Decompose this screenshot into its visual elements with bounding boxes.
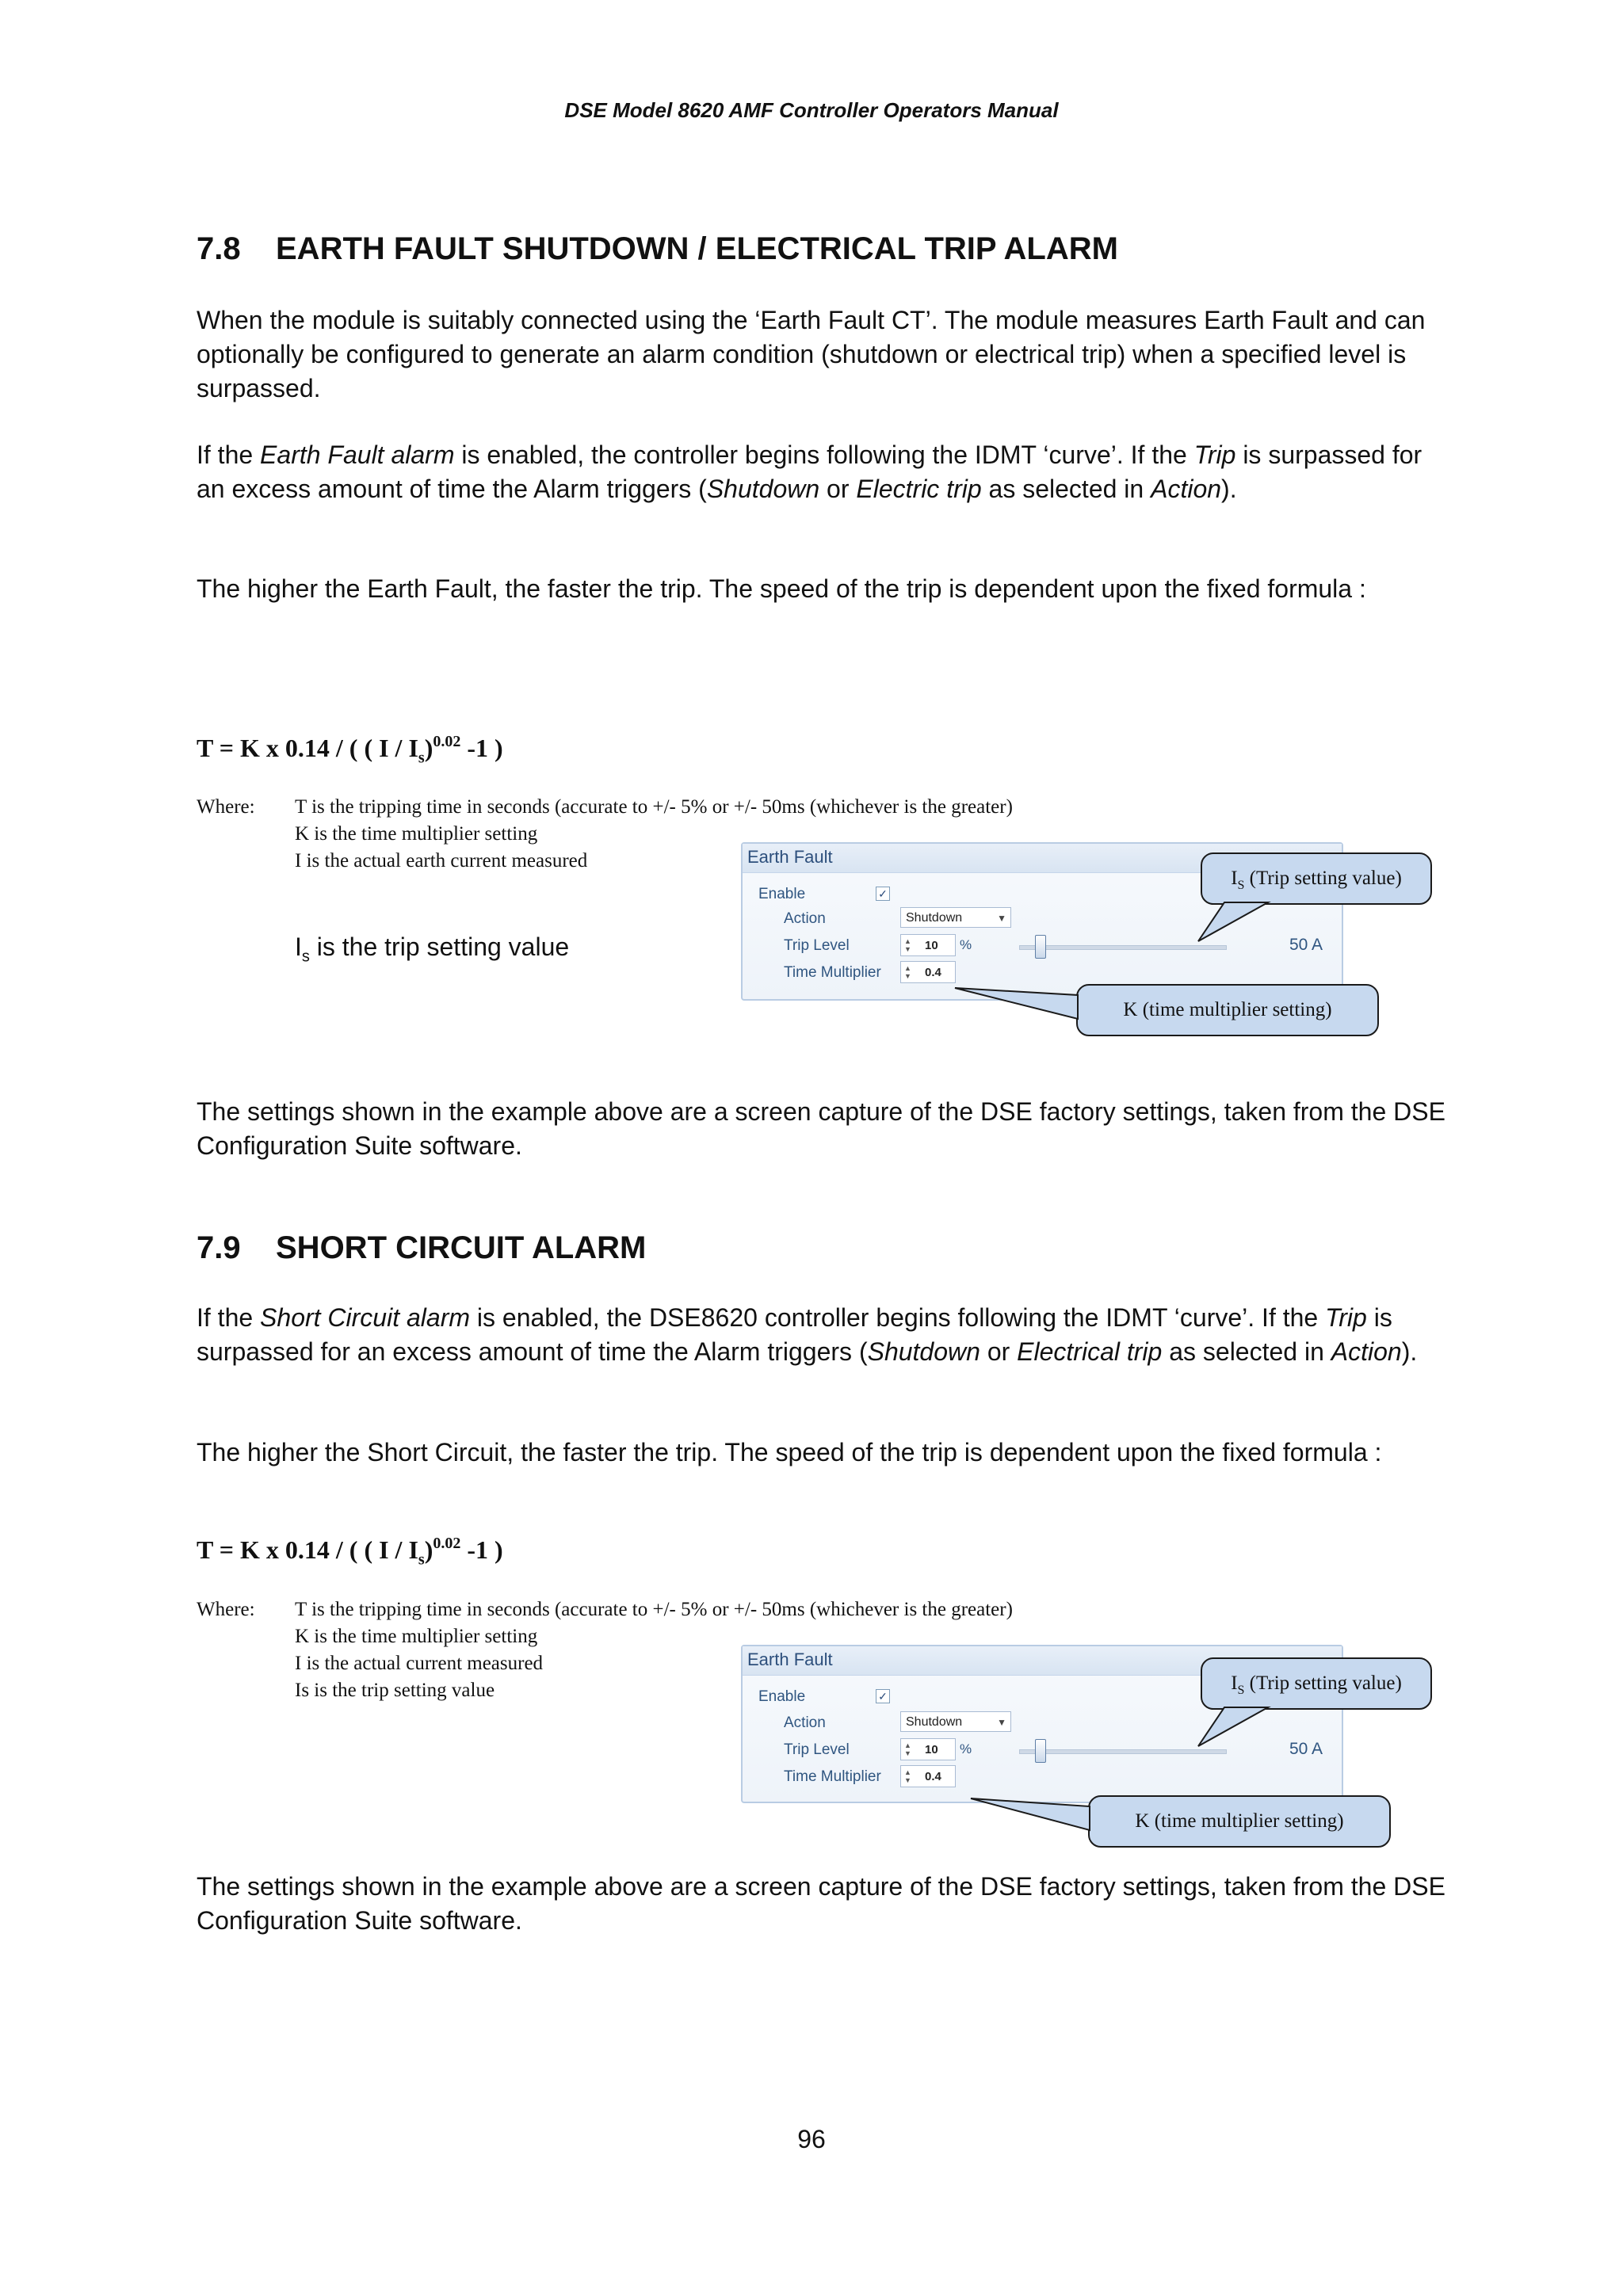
paragraph: When the module is suitably connected using the ‘Earth Fault CT’. The module measures Earth Fault and can optionally be configured to generate an alarm condition (shutdown or electrical trip) when a specified level is surpassed. — [197, 306, 1426, 402]
trip-level-label: Trip Level — [784, 937, 850, 954]
action-label: Action — [784, 910, 826, 927]
definition-line: K is the time multiplier setting — [295, 823, 538, 845]
trip-level-stepper[interactable]: ▲ ▼ 10 — [900, 1738, 956, 1760]
enable-label: Enable — [758, 1688, 806, 1705]
idmt-formula: T = K x 0.14 / ( ( I / $I_s)^{0.02}$ -1 ) — [197, 1535, 503, 1569]
definition-line: I is the actual current measured — [295, 1653, 544, 1674]
time-multiplier-stepper[interactable]: ▲ ▼ 0.4 — [900, 1765, 956, 1787]
idmt-formula: T = K x 0.14 / ( ( I / $I_s)^{0.02}$ -1 ) — [197, 733, 503, 767]
enable-label: Enable — [758, 886, 806, 902]
trip-level-unit: % — [960, 1741, 972, 1756]
section-heading-7-8 — [197, 231, 1118, 267]
section-number: 7.9 — [197, 1230, 241, 1265]
paragraph: The settings shown in the example above are a screen capture of the DSE factory settings, taken from the DSE Configuration Suite software. — [197, 1872, 1445, 1935]
spin-arrows-icon[interactable]: ▲ ▼ — [904, 964, 911, 980]
trip-level-slider-thumb[interactable] — [1035, 1739, 1046, 1763]
trip-level-unit: % — [960, 937, 972, 952]
trip-level-stepper[interactable]: ▲ ▼ 10 — [900, 934, 956, 956]
spin-arrows-icon[interactable]: ▲ ▼ — [904, 1768, 911, 1784]
definition-line: Is is the trip setting value — [295, 1680, 495, 1701]
k-callout: K (time multiplier setting) — [1088, 1795, 1391, 1848]
section-title: EARTH FAULT SHUTDOWN / ELECTRICAL TRIP ALARM — [276, 231, 1118, 266]
action-label: Action — [784, 1714, 826, 1731]
trip-level-label: Trip Level — [784, 1741, 850, 1758]
paragraph: The higher the Earth Fault, the faster the trip. The speed of the trip is dependent upon the fixed formula : — [197, 574, 1366, 603]
page-number: 96 — [797, 2125, 826, 2153]
paragraph: If the Earth Fault alarm is enabled, the controller begins following the IDMT ‘curve’. If the Trip is surpassed for an excess amount of time the Alarm triggers (Shutdown or Electric trip as selected in Action). — [197, 441, 1423, 503]
spin-arrows-icon[interactable]: ▲ ▼ — [904, 937, 911, 953]
section-number: 7.8 — [197, 231, 241, 266]
where-label: Where: — [197, 1599, 255, 1620]
is-definition: $I_s$ is the trip setting value — [295, 933, 570, 966]
section-heading-7-9 — [197, 1230, 646, 1266]
slider-readout: 50 A — [1289, 1740, 1323, 1758]
definition-line: I is the actual earth current measured — [295, 850, 588, 871]
is-callout: $I_S$ (Trip setting value) — [1201, 1657, 1432, 1710]
chevron-down-icon: ▼ — [997, 913, 1006, 924]
running-header: DSE Model 8620 AMF Controller Operators Manual — [564, 98, 1059, 122]
definition-line: T is the tripping time in seconds (accurate to +/- 5% or +/- 50ms (whichever is the greater) — [295, 1599, 1013, 1620]
panel-title: Earth Fault — [747, 847, 833, 867]
k-callout-pointer — [971, 1798, 1090, 1830]
action-dropdown[interactable]: Shutdown ▼ — [900, 1711, 1011, 1732]
trip-level-slider-track[interactable] — [1019, 1749, 1227, 1754]
trip-level-slider-track[interactable] — [1019, 945, 1227, 950]
time-multiplier-stepper[interactable]: ▲ ▼ 0.4 — [900, 961, 956, 983]
section-title: SHORT CIRCUIT ALARM — [276, 1230, 647, 1265]
enable-checkbox[interactable]: ✓ — [876, 887, 890, 901]
trip-level-slider-thumb[interactable] — [1035, 935, 1046, 959]
slider-readout: 50 A — [1289, 936, 1323, 954]
enable-checkbox[interactable]: ✓ — [876, 1689, 890, 1703]
spin-arrows-icon[interactable]: ▲ ▼ — [904, 1741, 911, 1757]
k-callout: K (time multiplier setting) — [1076, 984, 1379, 1036]
time-multiplier-label: Time Multiplier — [784, 1768, 881, 1785]
where-label: Where: — [197, 796, 255, 818]
paragraph: The settings shown in the example above are a screen capture of the DSE factory settings, taken from the DSE Configuration Suite software. — [197, 1097, 1445, 1160]
time-multiplier-label: Time Multiplier — [784, 964, 881, 981]
action-dropdown[interactable]: Shutdown ▼ — [900, 907, 1011, 928]
definition-line: T is the tripping time in seconds (accurate to +/- 5% or +/- 50ms (whichever is the greater) — [295, 796, 1013, 818]
definition-line: K is the time multiplier setting — [295, 1626, 538, 1647]
paragraph: The higher the Short Circuit, the faster the trip. The speed of the trip is dependent upon the fixed formula : — [197, 1438, 1382, 1466]
chevron-down-icon: ▼ — [997, 1717, 1006, 1728]
panel-title: Earth Fault — [747, 1650, 833, 1669]
is-callout: $I_S$ (Trip setting value) — [1201, 852, 1432, 905]
paragraph: If the Short Circuit alarm is enabled, the DSE8620 controller begins following the IDMT ‘curve’. If the Trip is surpassed for an excess amount of time the Alarm triggers (Shutdown or Electrical trip as selected in Action). — [197, 1303, 1418, 1366]
